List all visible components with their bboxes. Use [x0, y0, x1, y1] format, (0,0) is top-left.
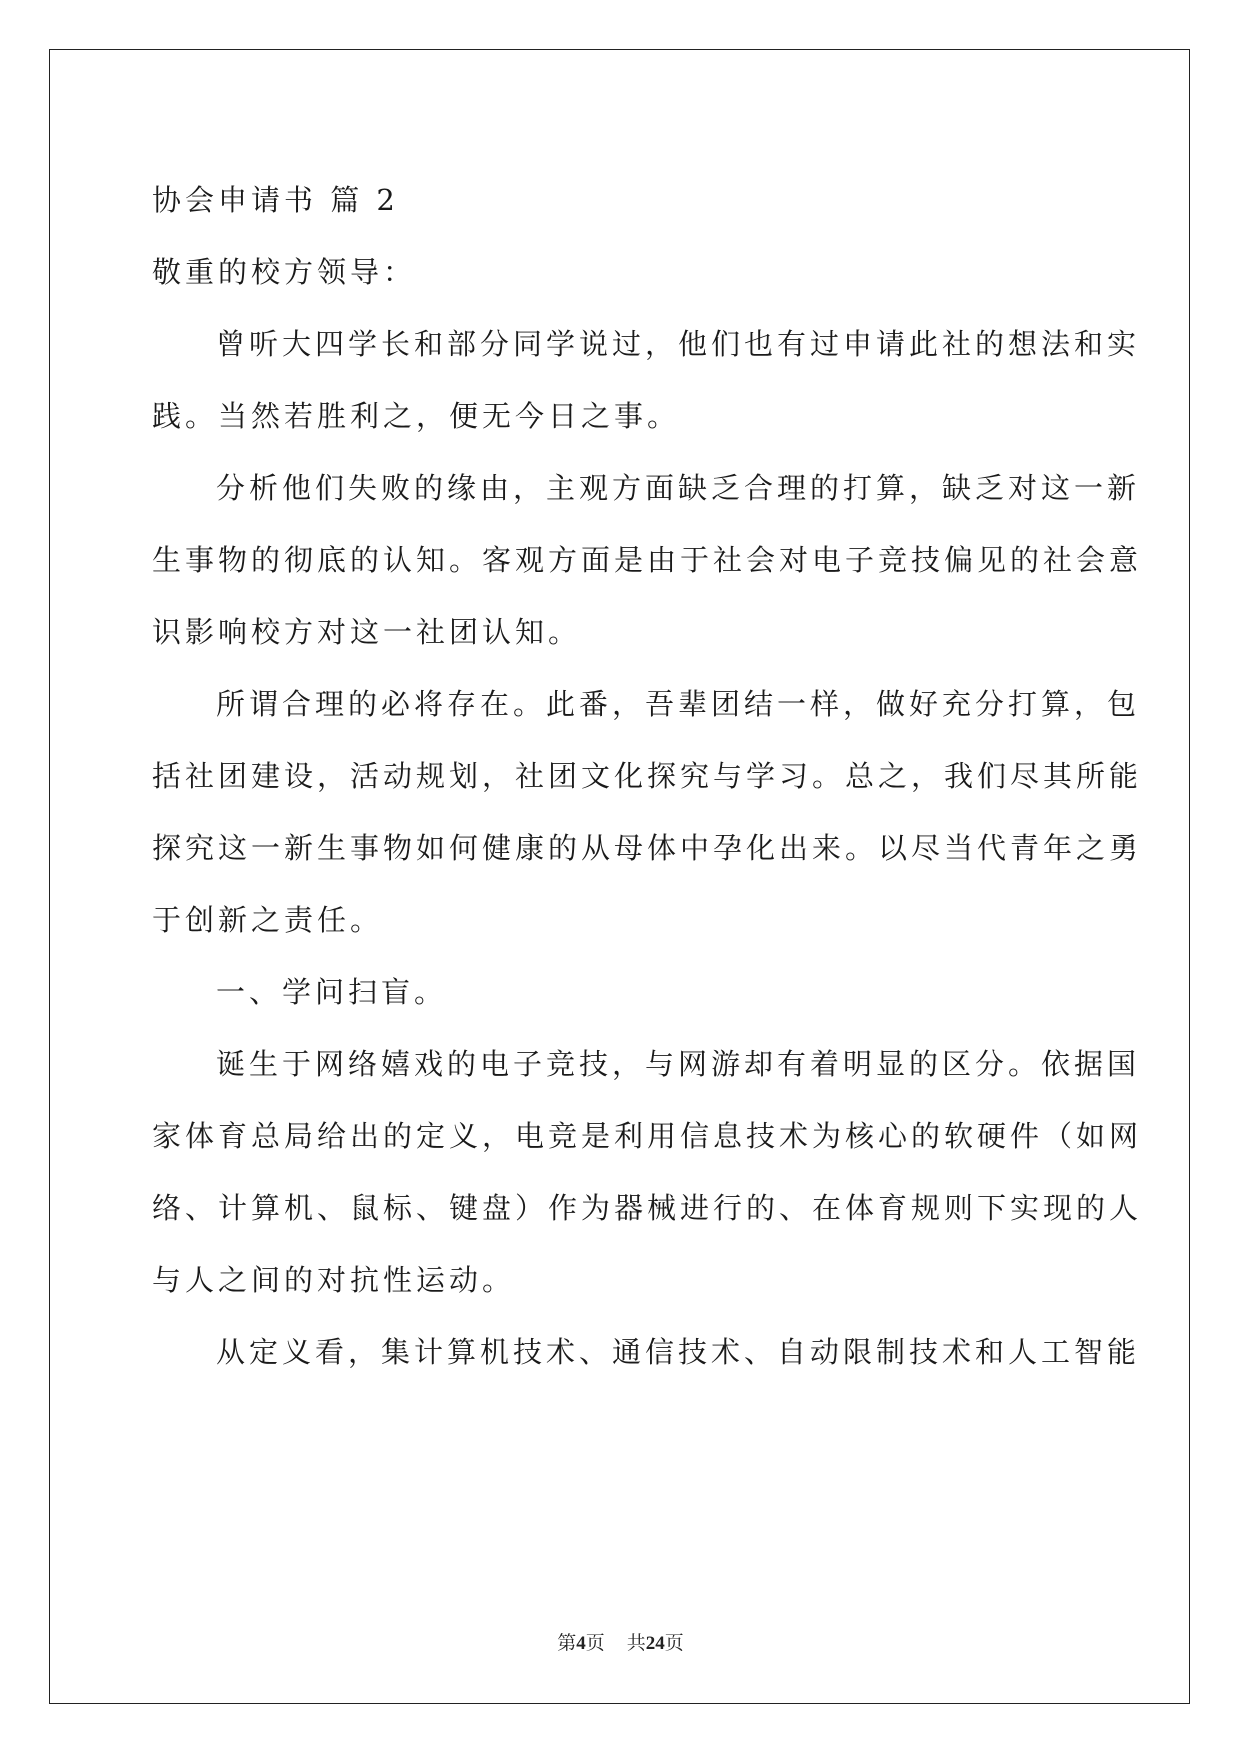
paragraph-line: 识影响校方对这一社团认知。 [152, 615, 582, 649]
document-body [152, 164, 1143, 1388]
page-total: 24 [645, 1633, 665, 1654]
page-suffix: 页 [585, 1633, 605, 1654]
paragraph-line: 分析他们失败的缘由，主观方面缺乏合理的打算，缺乏对这一新 [216, 471, 1141, 505]
paragraph-line: 践。当然若胜利之，便无今日之事。 [152, 399, 681, 433]
paragraph-line: 于创新之责任。 [152, 903, 384, 937]
salutation: 敬重的校方领导： [152, 255, 417, 289]
total-suffix: 页 [664, 1633, 684, 1654]
subheading: 一、学问扫盲。 [216, 975, 448, 1009]
paragraph-line: 家体育总局给出的定义，电竞是利用信息技术为核心的软硬件（如网 [152, 1119, 1143, 1153]
paragraph-line: 曾听大四学长和部分同学说过，他们也有过申请此社的想法和实 [216, 327, 1141, 361]
page-current: 4 [576, 1633, 586, 1654]
paragraph-line: 从定义看，集计算机技术、通信技术、自动限制技术和人工智能 [216, 1335, 1141, 1369]
section-title: 协会申请书 篇 2 [152, 183, 399, 217]
total-prefix: 共 [626, 1633, 646, 1654]
paragraph-line: 括社团建设，活动规划，社团文化探究与学习。总之，我们尽其所能 [152, 759, 1143, 793]
paragraph-line: 探究这一新生事物如何健康的从母体中孕化出来。以尽当代青年之勇 [152, 831, 1143, 865]
paragraph-line: 所谓合理的必将存在。此番，吾辈团结一样，做好充分打算，包 [216, 687, 1141, 721]
paragraph-line: 络、计算机、鼠标、键盘）作为器械进行的、在体育规则下实现的人 [152, 1191, 1143, 1225]
page-footer [0, 1628, 1241, 1655]
paragraph-line: 与人之间的对抗性运动。 [152, 1263, 516, 1297]
page-prefix: 第 [557, 1633, 577, 1654]
paragraph-line: 生事物的彻底的认知。客观方面是由于社会对电子竞技偏见的社会意 [152, 543, 1143, 577]
paragraph-line: 诞生于网络嬉戏的电子竞技，与网游却有着明显的区分。依据国 [216, 1047, 1141, 1081]
